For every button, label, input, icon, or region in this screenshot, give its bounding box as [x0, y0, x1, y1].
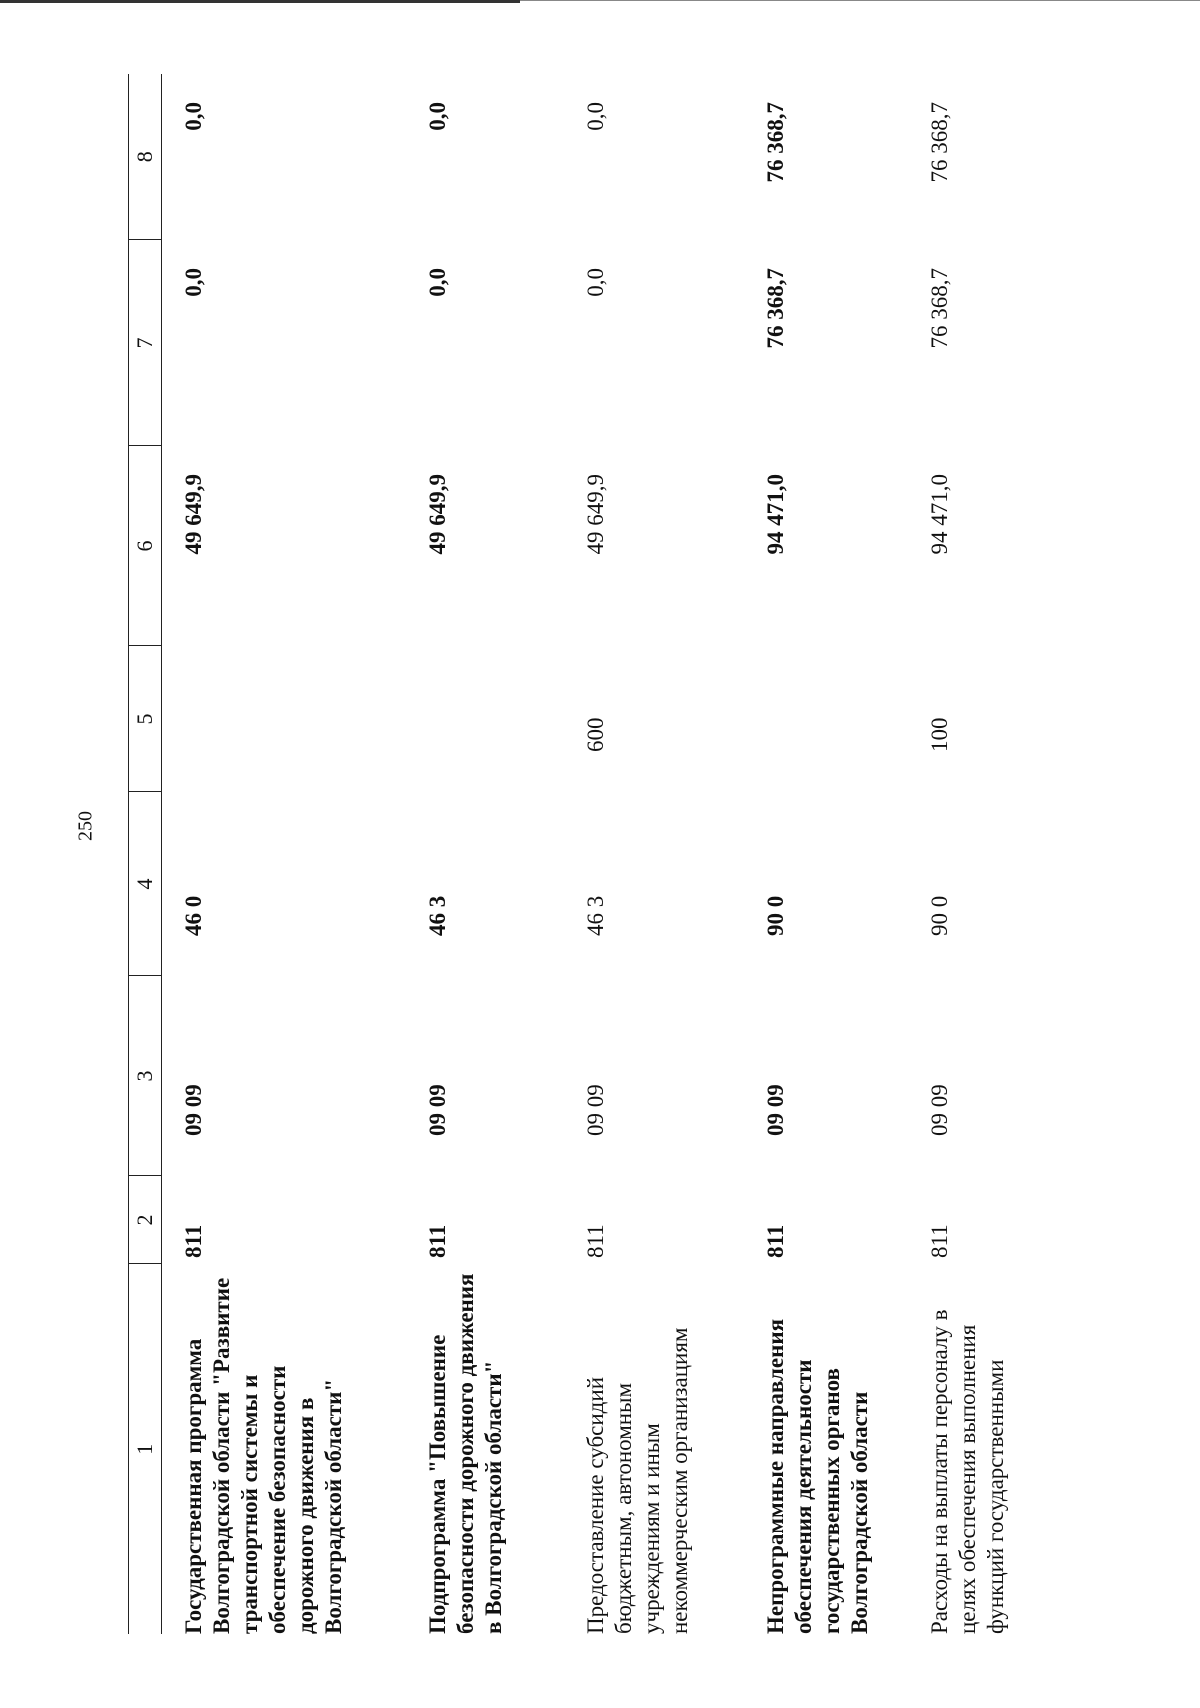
table-row — [744, 74, 908, 1634]
cell-c5: 600 — [583, 717, 608, 752]
table-row — [564, 74, 744, 1634]
cell-c7: 0,0 — [425, 268, 450, 297]
column-number-row — [129, 74, 162, 1634]
cell-c5 — [162, 646, 407, 792]
cell-c5 — [744, 646, 908, 792]
cell-c4: 46 3 — [425, 895, 450, 936]
cell-c7: 0,0 — [583, 268, 608, 297]
cell-c8: 76 368,7 — [763, 102, 788, 183]
scan-edge-line-thin — [520, 0, 1200, 1]
column-header-1: 1 — [129, 1264, 162, 1634]
cell-c8: 0,0 — [425, 102, 450, 131]
column-header-5: 5 — [129, 646, 162, 792]
cell-c2: 811 — [583, 1224, 608, 1258]
cell-c3: 09 09 — [763, 1084, 788, 1136]
row-name: Государственная программа Волгоградской области "Развитие транспортной системы и обеспечение безопасности дорожного движения в Волгоградской области" — [181, 1277, 346, 1634]
page-number: 250 — [74, 811, 97, 841]
table-row — [162, 74, 407, 1634]
cell-c3: 09 09 — [425, 1084, 450, 1136]
cell-c7: 76 368,7 — [763, 268, 788, 349]
cell-c4: 90 0 — [927, 895, 952, 936]
cell-c7: 76 368,7 — [927, 268, 952, 349]
cell-c2: 811 — [763, 1224, 788, 1258]
cell-c6: 49 649,9 — [583, 474, 608, 555]
cell-c3: 09 09 — [927, 1084, 952, 1136]
cell-c2: 811 — [425, 1224, 450, 1258]
table-row — [908, 74, 1066, 1634]
cell-c8: 76 368,7 — [927, 102, 952, 183]
cell-c5: 100 — [927, 717, 952, 752]
scan-edge-line — [0, 0, 520, 3]
cell-c4: 46 3 — [583, 895, 608, 936]
row-name: Непрограммные направления обеспечения деятельности государственных органов Волгоградской области — [763, 1318, 872, 1634]
cell-c8: 0,0 — [583, 102, 608, 131]
cell-c2: 811 — [181, 1224, 206, 1258]
table-row — [406, 74, 564, 1634]
budget-table — [128, 74, 1066, 1634]
column-header-4: 4 — [129, 792, 162, 976]
column-header-2: 2 — [129, 1176, 162, 1264]
cell-c4: 90 0 — [763, 895, 788, 936]
row-name: Предоставление субсидий бюджетным, автономным учреждениям и иным некоммерческим организациям — [583, 1327, 692, 1634]
cell-c6: 49 649,9 — [181, 474, 206, 555]
column-header-6: 6 — [129, 446, 162, 646]
column-header-3: 3 — [129, 976, 162, 1176]
row-name: Подпрограмма "Повышение безопасности дорожного движения в Волгоградской области" — [425, 1273, 506, 1634]
cell-c3: 09 09 — [181, 1084, 206, 1136]
column-header-8: 8 — [129, 74, 162, 240]
cell-c2: 811 — [927, 1224, 952, 1258]
cell-c5 — [406, 646, 564, 792]
cell-c8: 0,0 — [181, 102, 206, 131]
cell-c6: 94 471,0 — [763, 474, 788, 555]
cell-c7: 0,0 — [181, 268, 206, 297]
row-name: Расходы на выплаты персоналу в целях обеспечения выполнения функций государственными — [927, 1309, 1008, 1634]
cell-c6: 94 471,0 — [927, 474, 952, 555]
budget-table-rotated — [128, 74, 1078, 1634]
cell-c6: 49 649,9 — [425, 474, 450, 555]
cell-c4: 46 0 — [181, 895, 206, 936]
cell-c3: 09 09 — [583, 1084, 608, 1136]
column-header-7: 7 — [129, 240, 162, 446]
